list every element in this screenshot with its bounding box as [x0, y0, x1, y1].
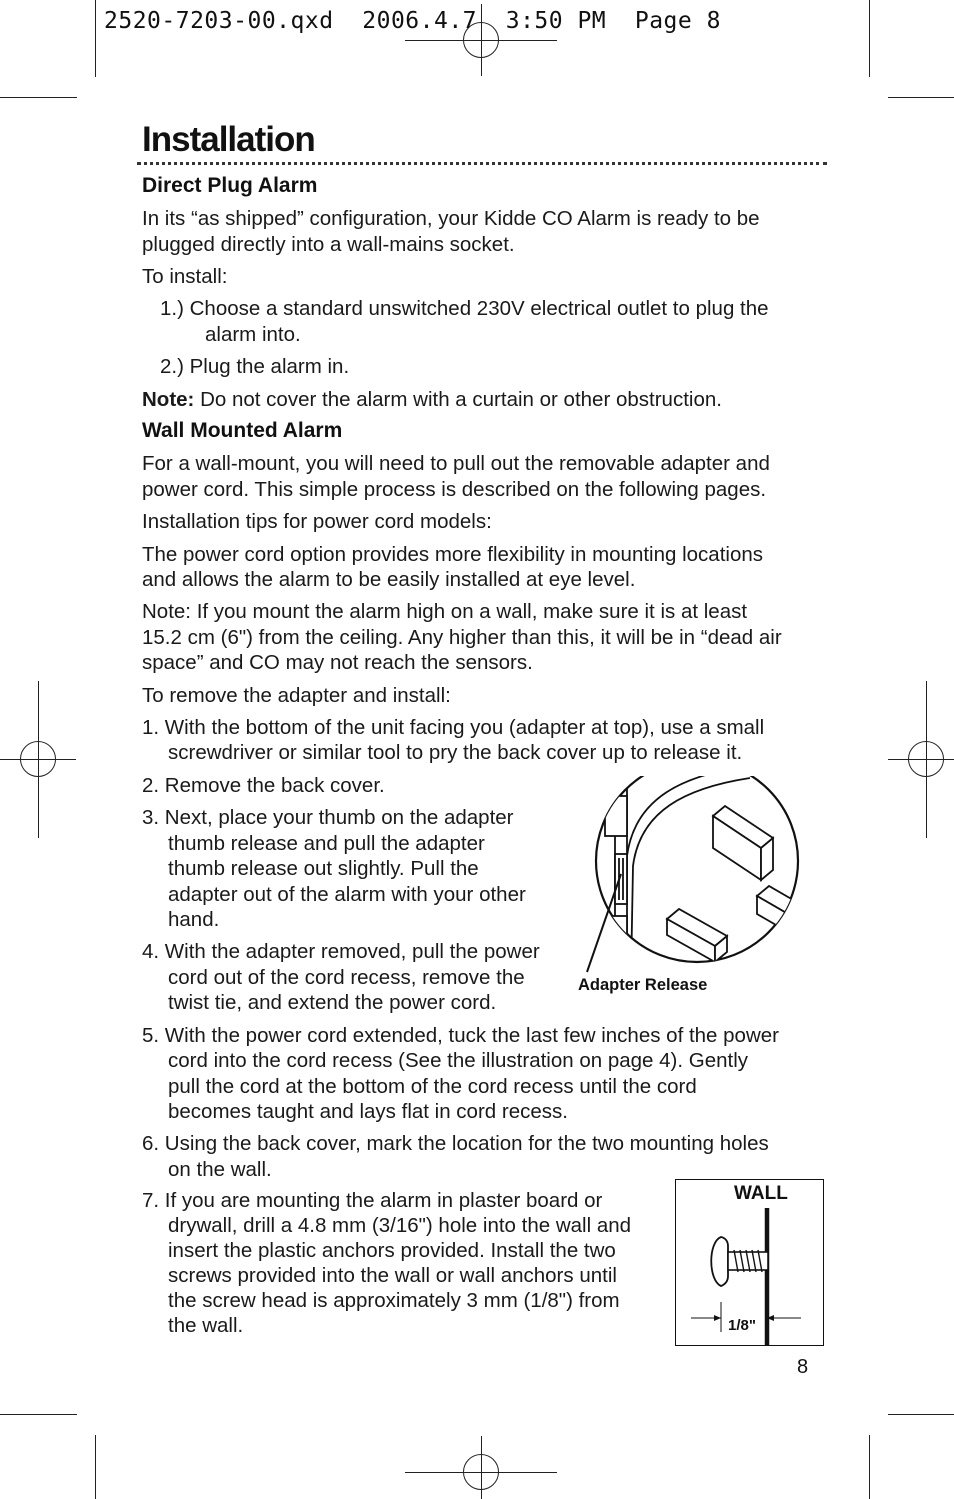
list-item: cord into the cord recess (See the illustration on page 4). Gently — [168, 1049, 749, 1072]
list-item: drywall, drill a 4.8 mm (3/16") hole into the wall and — [168, 1214, 632, 1237]
paragraph: space” and CO may not reach the sensors. — [142, 651, 533, 674]
list-item: 1.) Choose a standard unswitched 230V electrical outlet to plug the — [160, 297, 769, 320]
paragraph: To remove the adapter and install: — [142, 684, 451, 707]
registration-line — [888, 759, 954, 760]
list-item: 2.) Plug the alarm in. — [160, 355, 350, 378]
paragraph: In its “as shipped” configuration, your Kidde CO Alarm is ready to be — [142, 207, 760, 230]
crop-mark — [869, 0, 870, 77]
list-item: the wall. — [168, 1314, 244, 1337]
list-item: hand. — [168, 908, 220, 931]
list-item: 1. With the bottom of the unit facing you (adapter at top), use a small — [142, 716, 765, 739]
paragraph: 15.2 cm (6") from the ceiling. Any higher than this, it will be in “dead air — [142, 626, 782, 649]
list-item: screwdriver or similar tool to pry the back cover up to release it. — [168, 741, 743, 764]
crop-mark — [869, 1435, 870, 1499]
figure-caption-adapter-release: Adapter Release — [578, 976, 708, 994]
list-item: cord out of the cord recess, remove the — [168, 966, 525, 989]
page-title: Installation — [142, 120, 315, 159]
dotted-rule — [137, 162, 827, 165]
paragraph: and allows the alarm to be easily installed at eye level. — [142, 568, 636, 591]
list-item: insert the plastic anchors provided. Install the two — [168, 1239, 616, 1262]
list-item: thumb release out slightly. Pull the — [168, 857, 479, 880]
list-item: thumb release and pull the adapter — [168, 832, 485, 855]
list-item: 3. Next, place your thumb on the adapter — [142, 806, 514, 829]
crop-mark — [0, 97, 77, 98]
list-item: the screw head is approximately 3 mm (1/8") from — [168, 1289, 620, 1312]
heading-wall-mounted-alarm: Wall Mounted Alarm — [142, 419, 343, 442]
registration-line — [0, 759, 76, 760]
print-slug: 2520-7203-00.qxd 2006.4.7 3:50 PM Page 8 — [104, 8, 721, 34]
paragraph: For a wall-mount, you will need to pull out the removable adapter and — [142, 452, 770, 475]
note-text: Do not cover the alarm with a curtain or other obstruction. — [194, 388, 722, 411]
list-item: 5. With the power cord extended, tuck the last few inches of the power — [142, 1024, 779, 1047]
list-item: alarm into. — [205, 323, 301, 346]
paragraph: Installation tips for power cord models: — [142, 510, 492, 533]
wall-label: WALL — [734, 1183, 788, 1204]
crop-mark — [888, 97, 954, 98]
wall-screw-figure — [675, 1179, 824, 1346]
gap-label: 1/8" — [728, 1317, 756, 1334]
list-item: 4. With the adapter removed, pull the power — [142, 940, 540, 963]
paragraph: The power cord option provides more flexibility in mounting locations — [142, 543, 764, 566]
list-item: 7. If you are mounting the alarm in plaster board or — [142, 1189, 603, 1212]
paragraph: Note: If you mount the alarm high on a wall, make sure it is at least — [142, 600, 748, 623]
crop-mark — [95, 0, 96, 77]
paragraph: To install: — [142, 265, 228, 288]
adapter-release-illustration — [575, 776, 805, 976]
paragraph: power cord. This simple process is described on the following pages. — [142, 478, 767, 501]
crop-mark — [95, 1435, 96, 1499]
list-item: adapter out of the alarm with your other — [168, 883, 526, 906]
list-item: on the wall. — [168, 1158, 272, 1181]
registration-line — [481, 1436, 482, 1499]
registration-line — [405, 1472, 557, 1473]
note-label: Note: — [142, 388, 195, 411]
paragraph: plugged directly into a wall-mains socket. — [142, 233, 515, 256]
list-item: pull the cord at the bottom of the cord recess until the cord — [168, 1075, 697, 1098]
list-item: 2. Remove the back cover. — [142, 774, 385, 797]
list-item: twist tie, and extend the power cord. — [168, 991, 497, 1014]
registration-line — [405, 40, 557, 41]
heading-direct-plug-alarm: Direct Plug Alarm — [142, 174, 318, 197]
page-number: 8 — [797, 1356, 809, 1378]
crop-mark — [888, 1414, 954, 1415]
note — [142, 387, 722, 413]
list-item: 6. Using the back cover, mark the location for the two mounting holes — [142, 1132, 769, 1155]
crop-mark — [0, 1414, 77, 1415]
list-item: becomes taught and lays flat in cord recess. — [168, 1100, 568, 1123]
list-item: screws provided into the wall or wall anchors until — [168, 1264, 617, 1287]
